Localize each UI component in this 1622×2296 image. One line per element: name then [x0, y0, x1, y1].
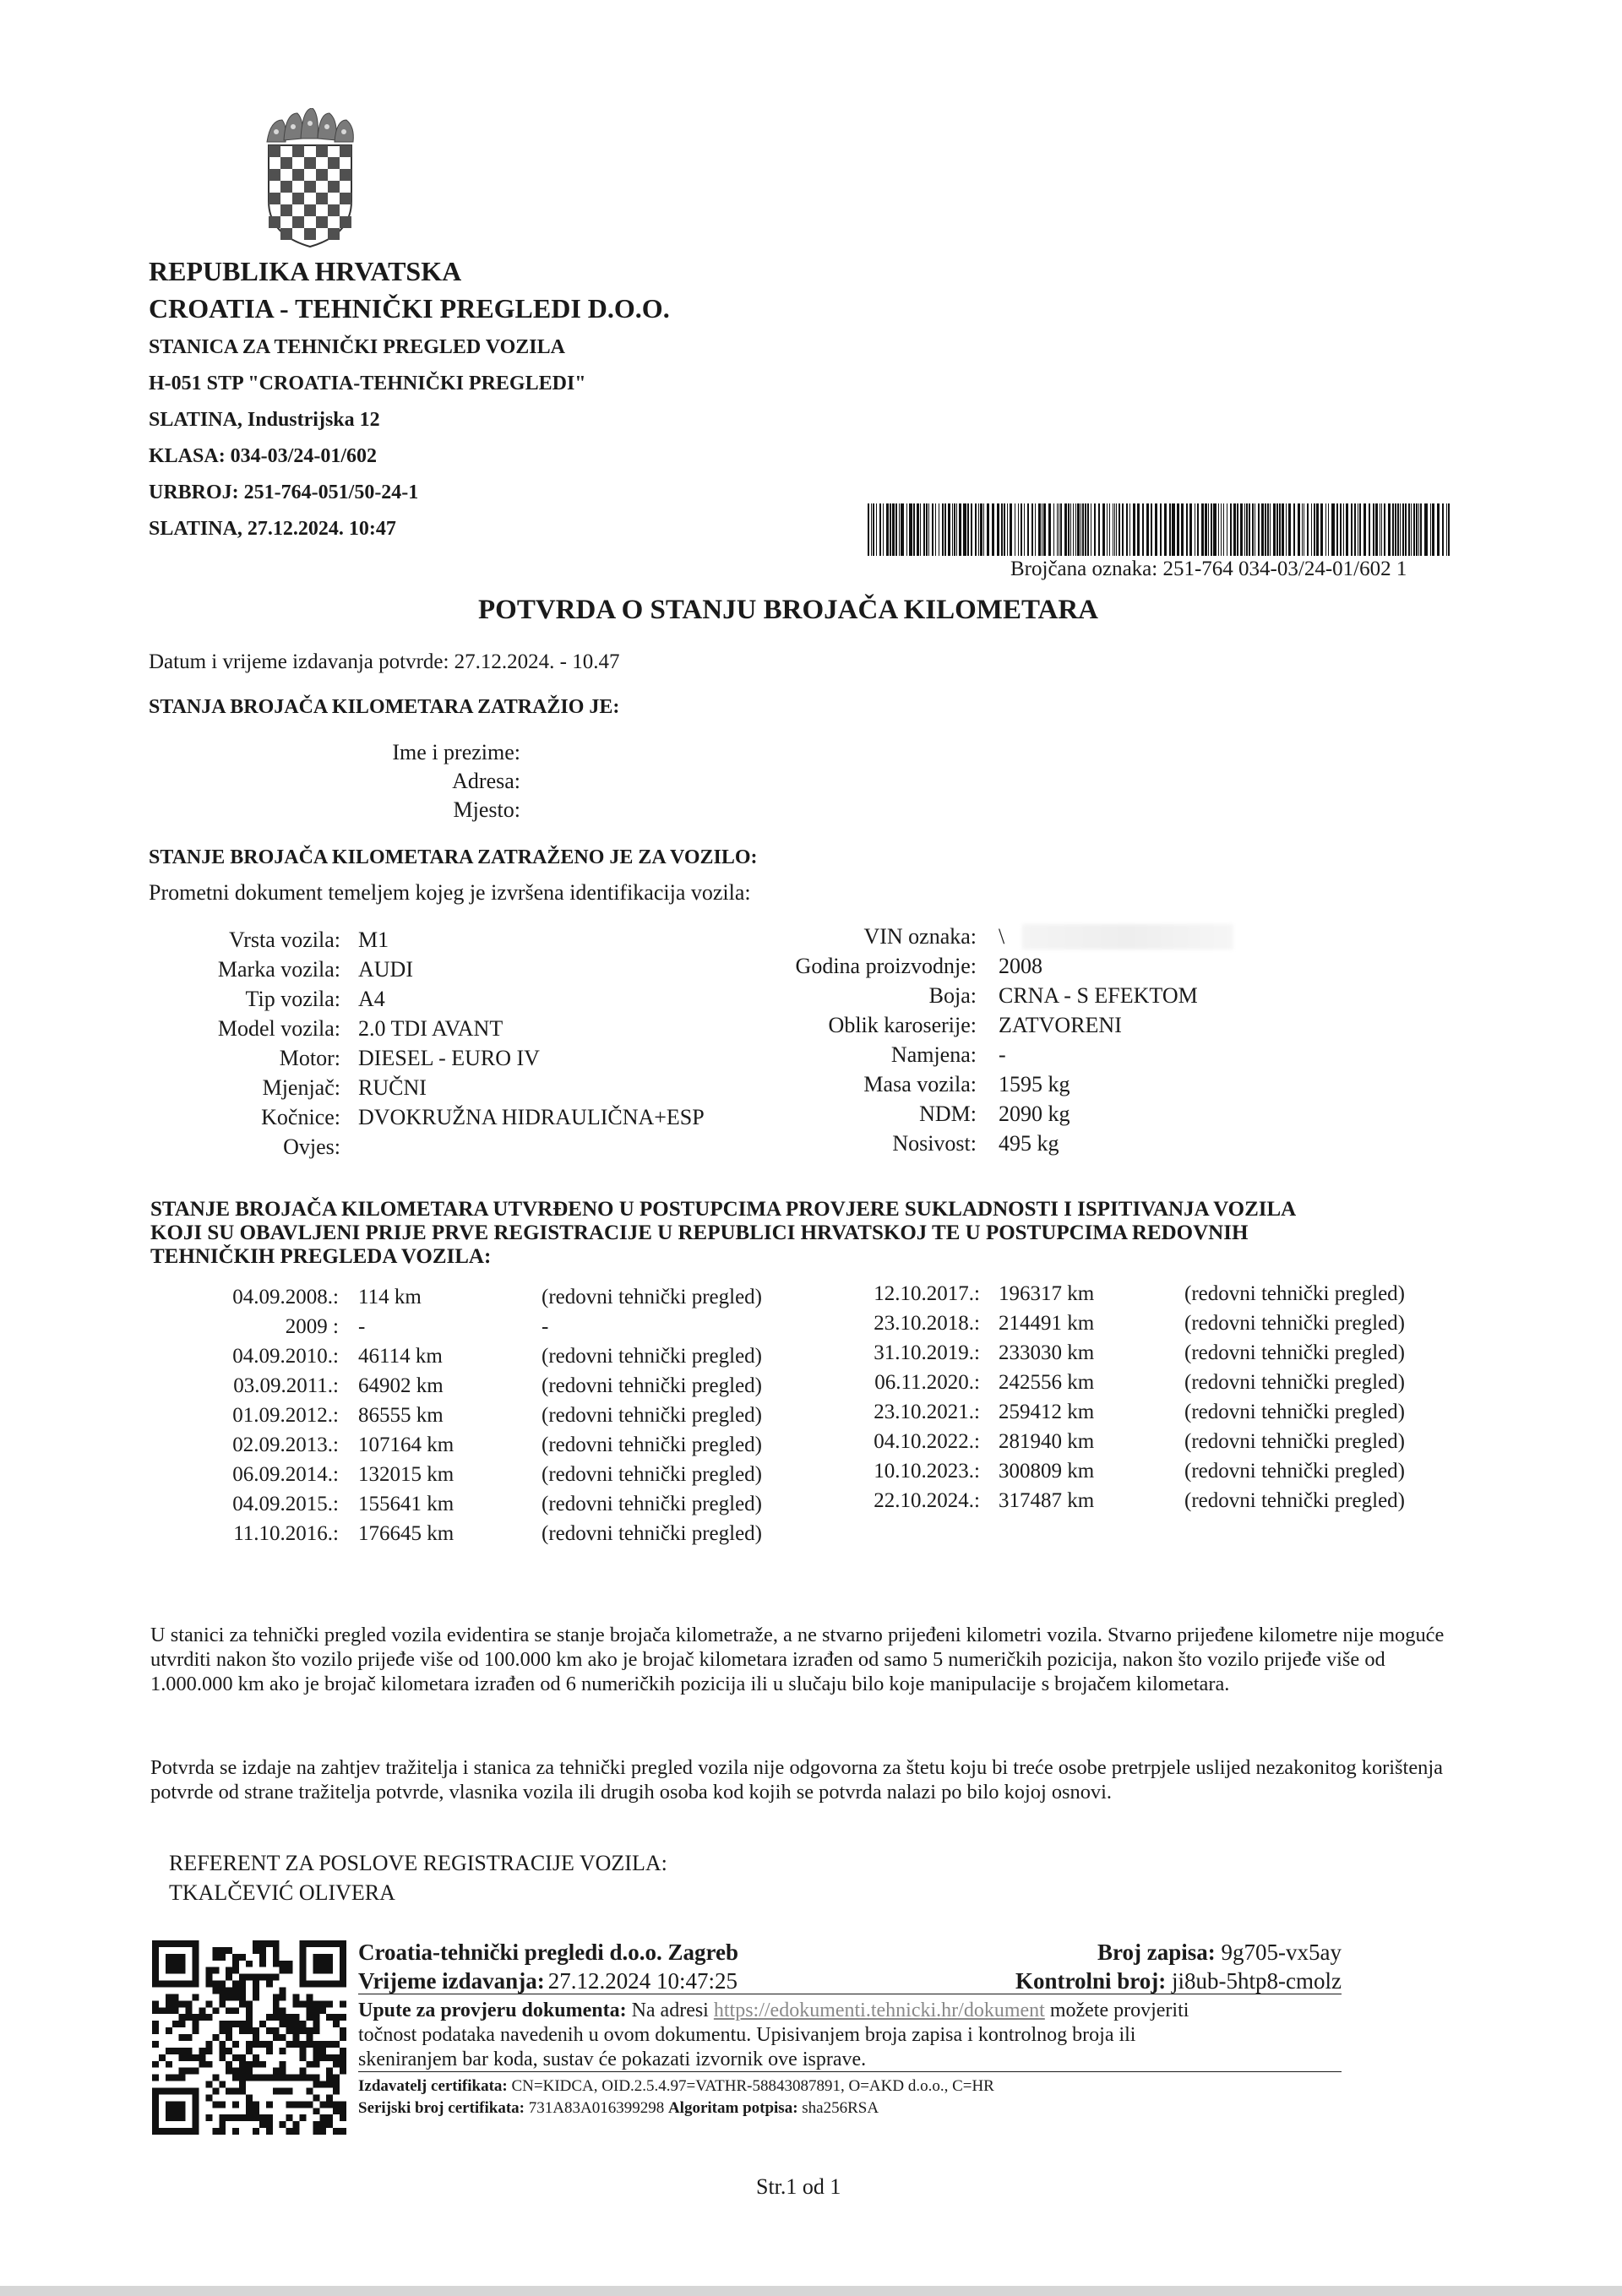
vehicle-right-value: CRNA - S EFEKTOM	[999, 983, 1198, 1008]
history-km: 107164 km	[358, 1434, 454, 1456]
history-date: 22.10.2024.:	[874, 1489, 980, 1512]
history-type: (redovni tehnički pregled)	[542, 1286, 763, 1309]
verify-line-3-text: skeniranjem bar koda, sustav će pokazati izvornik ove isprave.	[358, 2048, 867, 2070]
note-paragraph-1: U stanici za tehnički pregled vozila evidentira se stanje brojača kilometraže, a ne stvarno prijeđeni kilometri vozila. Stvarno prijeđene kilometre nije moguće utvrditi nakon što vozilo prijeđe više od 100.000 km ako je brojač kilometara izrađen od samo 5 numeričkih pozicija, nakon što vozilo prijeđe više od 1.000.000 km ako je brojač kilometara izrađen od 6 numeričkih pozicija ili u slučaju bilo koje manipulacije s brojačem kilometara.	[150, 1624, 1445, 1695]
vehicle-left-value: M1	[358, 928, 389, 952]
history-km: 242556 km	[999, 1371, 1095, 1394]
history-type: (redovni tehnički pregled)	[1184, 1430, 1406, 1453]
vehicle-right-value: 495 kg	[999, 1131, 1059, 1156]
vehicle-right-value: -	[999, 1042, 1006, 1067]
header-station-code: H-051 STP "CROATIA-TEHNIČKI PREGLEDI"	[149, 373, 586, 394]
issuer-label: Izdavatelj certifikata:	[358, 2077, 508, 2095]
vehicle-left-label: Mjenjač:	[262, 1075, 340, 1100]
croatian-coat-of-arms-icon	[264, 108, 357, 248]
history-heading-1: STANJE BROJAČA KILOMETARA UTVRĐENO U POSTUPCIMA PROVJERE SUKLADNOSTI I ISPITIVANJA VOZILA	[150, 1198, 1297, 1221]
requester-place-label: Mjesto:	[453, 797, 520, 822]
history-km: 300809 km	[999, 1460, 1095, 1483]
history-km: 155641 km	[358, 1493, 454, 1515]
note-paragraph-2: Potvrda se izdaje na zahtjev tražitelja i stanica za tehnički pregled vozila nije odgovorna za štetu koju bi treće osobe pretrpjele uslijed nezakonitog korištenja potvrde od strane tražitelja potvrde, vlasnika vozila ili drugih osoba kod kojih se potvrda nalazi po bilo kojoj osnovi.	[150, 1756, 1443, 1804]
history-type: (redovni tehnički pregled)	[1184, 1282, 1406, 1305]
history-km: 259412 km	[999, 1401, 1095, 1423]
serial-line	[358, 2098, 879, 2118]
header-station: STANICA ZA TEHNIČKI PREGLED VOZILA	[149, 336, 565, 358]
vehicle-left-value: 2.0 TDI AVANT	[358, 1016, 503, 1041]
history-km: -	[358, 1315, 366, 1338]
header-place-date: SLATINA, 27.12.2024. 10:47	[149, 518, 396, 540]
vehicle-right-value: 2090 kg	[999, 1102, 1070, 1126]
vehicle-left-label: Marka vozila:	[217, 957, 340, 982]
algo-label: Algoritam potpisa:	[667, 2099, 798, 2117]
referent-name: TKALČEVIĆ OLIVERA	[169, 1880, 395, 1905]
verify-url-link[interactable]: https://edokumenti.tehnicki.hr/dokument	[713, 1999, 1045, 2021]
header-klasa: KLASA: 034-03/24-01/602	[149, 445, 377, 467]
vin-value: \	[999, 924, 1005, 949]
vehicle-right-label: NDM:	[919, 1102, 977, 1126]
referent-title: REFERENT ZA POSLOVE REGISTRACIJE VOZILA:	[169, 1851, 667, 1875]
verify-line-1	[358, 1999, 1189, 2022]
verify-label: Upute za provjeru dokumenta:	[358, 1999, 627, 2021]
history-km: 176645 km	[358, 1522, 454, 1545]
history-type: (redovni tehnički pregled)	[1184, 1312, 1406, 1335]
barcode-caption: Brojčana oznaka: 251-764 034-03/24-01/602 1	[1010, 558, 1407, 580]
header-urbroj: URBROJ: 251-764-051/50-24-1	[149, 482, 419, 503]
qr-code	[152, 1940, 346, 2135]
history-date: 04.09.2008.:	[232, 1286, 339, 1309]
vehicle-left-value: DIESEL - EURO IV	[358, 1046, 540, 1070]
history-date: 03.09.2011.:	[233, 1374, 339, 1397]
vehicle-right-label: Godina proizvodnje:	[795, 954, 977, 978]
history-heading-3: TEHNIČKIH PREGLEDA VOZILA:	[150, 1245, 492, 1268]
algo-value: sha256RSA	[802, 2099, 879, 2117]
issued-datetime: Datum i vrijeme izdavanja potvrde: 27.12.2024. - 10.47	[149, 650, 620, 673]
history-type: (redovni tehnički pregled)	[542, 1463, 763, 1486]
record-value: 9g705-vx5ay	[1221, 1940, 1342, 1965]
vehicle-left-label: Motor:	[279, 1046, 340, 1070]
vehicle-left-label: Tip vozila:	[245, 987, 340, 1011]
vehicle-left-label: Model vozila:	[217, 1016, 340, 1041]
history-date: 23.10.2018.:	[874, 1312, 980, 1335]
vehicle-right-label: Namjena:	[890, 1042, 977, 1067]
serial-label: Serijski broj certifikata:	[358, 2099, 525, 2117]
history-km: 317487 km	[999, 1489, 1095, 1512]
vehicle-right-label: Masa vozila:	[863, 1072, 977, 1096]
history-date: 06.09.2014.:	[232, 1463, 339, 1486]
history-type: (redovni tehnički pregled)	[542, 1374, 763, 1397]
vehicle-right-label: VIN oznaka:	[863, 924, 977, 949]
header-address: SLATINA, Industrijska 12	[149, 409, 380, 431]
history-type: (redovni tehnički pregled)	[1184, 1489, 1406, 1512]
history-date: 06.11.2020.:	[874, 1371, 980, 1394]
requester-name-label: Ime i prezime:	[392, 740, 520, 764]
history-type: (redovni tehnički pregled)	[542, 1522, 763, 1545]
history-date: 01.09.2012.:	[232, 1404, 339, 1427]
history-type: (redovni tehnički pregled)	[542, 1345, 763, 1368]
vehicle-right-label: Boja:	[928, 983, 977, 1008]
vehicle-heading: STANJE BROJAČA KILOMETARA ZATRAŽENO JE ZA VOZILO:	[149, 846, 758, 868]
history-km: 214491 km	[999, 1312, 1095, 1335]
history-km: 86555 km	[358, 1404, 444, 1427]
scan-edge	[0, 2286, 1622, 2296]
vehicle-left-label: Kočnice:	[261, 1105, 340, 1129]
vehicle-left-label: Vrsta vozila:	[228, 928, 340, 952]
header-country: REPUBLIKA HRVATSKA	[149, 256, 462, 286]
history-date: 04.09.2010.:	[232, 1345, 339, 1368]
footer-company: Croatia-tehnički pregledi d.o.o. Zagreb	[358, 1940, 739, 1965]
verify-line-2: točnost podataka navedenih u ovom dokumentu. Upisivanjem broja zapisa i kontrolnog broja ili	[358, 2024, 1136, 2046]
requester-address-label: Adresa:	[452, 769, 520, 793]
vin-redaction	[1022, 924, 1233, 949]
time-label: Vrijeme izdavanja:	[358, 1968, 545, 1994]
issuer-value: CN=KIDCA, OID.2.5.4.97=VATHR-58843087891, O=AKD d.o.o., C=HR	[511, 2077, 994, 2095]
verify-text-a: Na adresi	[631, 1999, 709, 2021]
control-group	[1015, 1968, 1342, 1994]
verify-text-b: možete provjeriti	[1049, 1999, 1189, 2021]
history-type: (redovni tehnički pregled)	[1184, 1371, 1406, 1394]
history-type: (redovni tehnički pregled)	[542, 1434, 763, 1456]
header-company: CROATIA - TEHNIČKI PREGLEDI D.O.O.	[149, 293, 670, 324]
vehicle-right-label: Nosivost:	[892, 1131, 977, 1156]
history-date: 12.10.2017.:	[874, 1282, 980, 1305]
footer-time-row	[358, 1968, 1342, 1994]
control-label: Kontrolni broj:	[1015, 1968, 1167, 1994]
vehicle-right-value: 1595 kg	[999, 1072, 1070, 1096]
verify-line-3	[358, 2048, 1342, 2072]
history-type: (redovni tehnički pregled)	[542, 1493, 763, 1515]
footer-record	[988, 1940, 1342, 1966]
document-title: POTVRDA O STANJU BROJAČA KILOMETARA	[478, 595, 1099, 625]
control-value: ji8ub-5htp8-cmolz	[1172, 1968, 1342, 1994]
vehicle-left-value: RUČNI	[358, 1075, 427, 1100]
serial-value: 731A83A016399298	[528, 2099, 665, 2117]
history-type: -	[542, 1315, 549, 1338]
history-date: 31.10.2019.:	[874, 1341, 980, 1364]
history-date: 11.10.2016.:	[233, 1522, 339, 1545]
history-km: 114 km	[358, 1286, 422, 1309]
page-number: Str.1 od 1	[756, 2174, 841, 2199]
record-label: Broj zapisa:	[1097, 1940, 1216, 1965]
vehicle-right-value: ZATVORENI	[999, 1013, 1122, 1037]
vehicle-left-label: Ovjes:	[283, 1134, 340, 1159]
issuer-line	[358, 2076, 994, 2096]
vehicle-left-value: AUDI	[358, 957, 413, 982]
history-date: 04.09.2015.:	[232, 1493, 339, 1515]
history-km: 196317 km	[999, 1282, 1095, 1305]
history-type: (redovni tehnički pregled)	[542, 1404, 763, 1427]
vehicle-left-value: DVOKRUŽNA HIDRAULIČNA+ESP	[358, 1105, 705, 1129]
history-km: 64902 km	[358, 1374, 444, 1397]
vehicle-left-value: A4	[358, 987, 385, 1011]
vehicle-subheading: Prometni dokument temeljem kojeg je izvršena identifikacija vozila:	[149, 880, 751, 905]
history-date: 04.10.2022.:	[874, 1430, 980, 1453]
vehicle-right-label: Oblik karoserije:	[828, 1013, 977, 1037]
history-date: 23.10.2021.:	[874, 1401, 980, 1423]
barcode	[868, 503, 1452, 556]
history-date: 02.09.2013.:	[232, 1434, 339, 1456]
history-km: 233030 km	[999, 1341, 1095, 1364]
history-date: 2009 :	[285, 1315, 339, 1338]
time-value: 27.12.2024 10:47:25	[547, 1968, 738, 1994]
history-type: (redovni tehnički pregled)	[1184, 1341, 1406, 1364]
history-km: 46114 km	[358, 1345, 443, 1368]
vehicle-right-value: 2008	[999, 954, 1042, 978]
history-km: 281940 km	[999, 1430, 1095, 1453]
history-type: (redovni tehnički pregled)	[1184, 1401, 1406, 1423]
history-heading-2: KOJI SU OBAVLJENI PRIJE PRVE REGISTRACIJE U REPUBLICI HRVATSKOJ TE U POSTUPCIMA REDOVNIH	[150, 1221, 1249, 1244]
history-km: 132015 km	[358, 1463, 454, 1486]
history-date: 10.10.2023.:	[874, 1460, 980, 1483]
history-type: (redovni tehnički pregled)	[1184, 1460, 1406, 1483]
requester-heading: STANJA BROJAČA KILOMETARA ZATRAŽIO JE:	[149, 696, 620, 718]
